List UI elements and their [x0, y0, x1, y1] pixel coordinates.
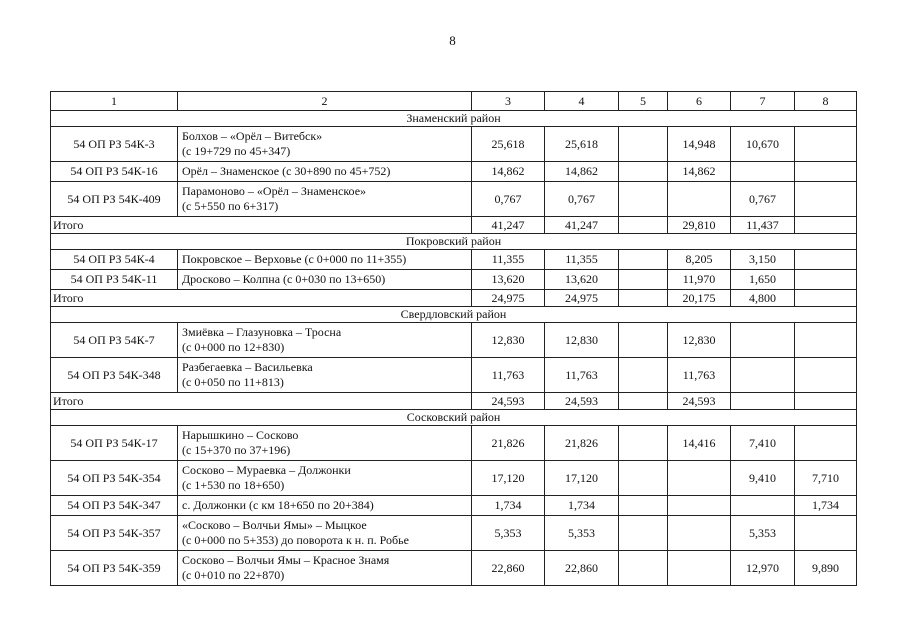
value-c8 — [795, 182, 857, 217]
value-c5 — [619, 162, 668, 182]
road-name-line: (с 19+729 по 45+347) — [182, 144, 291, 158]
total-label: Итого — [51, 290, 472, 307]
road-code: 54 ОП РЗ 54К-359 — [51, 551, 178, 586]
value-c3: 21,826 — [472, 426, 545, 461]
road-name-line: (с 0+050 по 11+813) — [182, 375, 284, 389]
value-c6: 11,763 — [668, 358, 731, 393]
road-name — [178, 162, 472, 182]
value-c7 — [731, 323, 795, 358]
value-c7: 7,410 — [731, 426, 795, 461]
value-c6: 11,970 — [668, 270, 731, 290]
district-row — [51, 307, 857, 323]
value-c8 — [795, 127, 857, 162]
header-row — [51, 92, 857, 111]
value-c3: 14,862 — [472, 162, 545, 182]
value-c4: 0,767 — [545, 182, 619, 217]
value-c8: 1,734 — [795, 496, 857, 516]
table-row — [51, 323, 857, 358]
value-c8 — [795, 250, 857, 270]
value-c5 — [619, 182, 668, 217]
total-c7: 11,437 — [731, 217, 795, 234]
road-code: 54 ОП РЗ 54К-7 — [51, 323, 178, 358]
road-code: 54 ОП РЗ 54К-409 — [51, 182, 178, 217]
value-c3: 25,618 — [472, 127, 545, 162]
road-name — [178, 127, 472, 162]
value-c7: 5,353 — [731, 516, 795, 551]
value-c3: 17,120 — [472, 461, 545, 496]
district-name: Покровский район — [51, 234, 857, 250]
value-c6: 14,948 — [668, 127, 731, 162]
road-name — [178, 270, 472, 290]
road-name-line: Орёл – Знаменское (с 30+890 по 45+752) — [182, 164, 391, 178]
value-c4: 14,862 — [545, 162, 619, 182]
value-c4: 1,734 — [545, 496, 619, 516]
value-c4: 5,353 — [545, 516, 619, 551]
value-c7 — [731, 162, 795, 182]
roads-table — [50, 91, 857, 586]
value-c7: 1,650 — [731, 270, 795, 290]
value-c3: 22,860 — [472, 551, 545, 586]
value-c8: 9,890 — [795, 551, 857, 586]
table-row — [51, 426, 857, 461]
road-name-line: (с 5+550 по 6+317) — [182, 199, 279, 213]
value-c5 — [619, 496, 668, 516]
value-c3: 11,763 — [472, 358, 545, 393]
value-c4: 17,120 — [545, 461, 619, 496]
district-row — [51, 410, 857, 426]
road-name-line: Змиёвка – Глазуновка – Тросна — [182, 325, 342, 339]
column-header: 3 — [472, 92, 545, 111]
value-c4: 22,860 — [545, 551, 619, 586]
value-c5 — [619, 551, 668, 586]
road-code: 54 ОП РЗ 54К-3 — [51, 127, 178, 162]
road-name-line: (с 0+000 по 12+830) — [182, 340, 285, 354]
column-header: 8 — [795, 92, 857, 111]
road-code: 54 ОП РЗ 54К-11 — [51, 270, 178, 290]
value-c4: 21,826 — [545, 426, 619, 461]
column-header: 5 — [619, 92, 668, 111]
table-body — [51, 92, 857, 586]
total-c8 — [795, 393, 857, 410]
road-code: 54 ОП РЗ 54К-16 — [51, 162, 178, 182]
value-c8 — [795, 426, 857, 461]
total-c4: 24,593 — [545, 393, 619, 410]
value-c6 — [668, 496, 731, 516]
column-header: 4 — [545, 92, 619, 111]
total-c6: 29,810 — [668, 217, 731, 234]
road-name-line: (с 15+370 по 37+196) — [182, 443, 291, 457]
total-c8 — [795, 217, 857, 234]
value-c3: 13,620 — [472, 270, 545, 290]
value-c6: 14,416 — [668, 426, 731, 461]
total-c5 — [619, 290, 668, 307]
value-c8 — [795, 270, 857, 290]
value-c8 — [795, 323, 857, 358]
value-c5 — [619, 323, 668, 358]
table-row — [51, 182, 857, 217]
total-row — [51, 217, 857, 234]
value-c3: 1,734 — [472, 496, 545, 516]
total-c5 — [619, 217, 668, 234]
road-code: 54 ОП РЗ 54К-4 — [51, 250, 178, 270]
value-c4: 13,620 — [545, 270, 619, 290]
table-row — [51, 162, 857, 182]
value-c7: 10,670 — [731, 127, 795, 162]
road-name — [178, 426, 472, 461]
road-name — [178, 496, 472, 516]
road-name-line: Нарышкино – Сосково — [182, 428, 299, 442]
table-row — [51, 496, 857, 516]
value-c4: 25,618 — [545, 127, 619, 162]
table-row — [51, 461, 857, 496]
value-c7: 9,410 — [731, 461, 795, 496]
district-row — [51, 234, 857, 250]
column-header: 2 — [178, 92, 472, 111]
value-c5 — [619, 250, 668, 270]
value-c7 — [731, 358, 795, 393]
value-c8: 7,710 — [795, 461, 857, 496]
value-c4: 11,355 — [545, 250, 619, 270]
value-c7: 0,767 — [731, 182, 795, 217]
road-code: 54 ОП РЗ 54К-347 — [51, 496, 178, 516]
total-c3: 24,975 — [472, 290, 545, 307]
value-c7: 3,150 — [731, 250, 795, 270]
value-c3: 12,830 — [472, 323, 545, 358]
road-name-line: (с 0+000 по 5+353) до поворота к н. п. Робье — [182, 533, 409, 547]
table-row — [51, 250, 857, 270]
total-c6: 24,593 — [668, 393, 731, 410]
road-name — [178, 323, 472, 358]
road-name-line: Разбегаевка – Васильевка — [182, 360, 313, 374]
total-c4: 24,975 — [545, 290, 619, 307]
total-c5 — [619, 393, 668, 410]
table-row — [51, 516, 857, 551]
road-name-line: (с 0+010 по 22+870) — [182, 568, 285, 582]
value-c5 — [619, 516, 668, 551]
column-header: 6 — [668, 92, 731, 111]
value-c5 — [619, 426, 668, 461]
value-c6 — [668, 551, 731, 586]
value-c7 — [731, 496, 795, 516]
page-number: 8 — [449, 33, 456, 48]
value-c6 — [668, 461, 731, 496]
road-code: 54 ОП РЗ 54К-354 — [51, 461, 178, 496]
value-c4: 12,830 — [545, 323, 619, 358]
road-name-line: Парамоново – «Орёл – Знаменское» — [182, 184, 367, 198]
road-name — [178, 461, 472, 496]
value-c8 — [795, 516, 857, 551]
total-c7 — [731, 393, 795, 410]
value-c6 — [668, 182, 731, 217]
total-c7: 4,800 — [731, 290, 795, 307]
district-name: Сосковский район — [51, 410, 857, 426]
value-c8 — [795, 162, 857, 182]
road-name-line: «Сосково – Волчьи Ямы» – Мыцкое — [182, 518, 367, 532]
road-name-line: Дросково – Колпна (с 0+030 по 13+650) — [182, 272, 386, 286]
value-c6 — [668, 516, 731, 551]
column-header: 7 — [731, 92, 795, 111]
value-c3: 0,767 — [472, 182, 545, 217]
value-c5 — [619, 127, 668, 162]
road-name-line: Сосково – Мураевка – Должонки — [182, 463, 351, 477]
road-name — [178, 516, 472, 551]
value-c6: 14,862 — [668, 162, 731, 182]
total-c3: 24,593 — [472, 393, 545, 410]
column-header: 1 — [51, 92, 178, 111]
road-name — [178, 250, 472, 270]
value-c6: 8,205 — [668, 250, 731, 270]
table-row — [51, 270, 857, 290]
value-c5 — [619, 270, 668, 290]
value-c7: 12,970 — [731, 551, 795, 586]
value-c3: 5,353 — [472, 516, 545, 551]
value-c6: 12,830 — [668, 323, 731, 358]
road-code: 54 ОП РЗ 54К-17 — [51, 426, 178, 461]
total-row — [51, 290, 857, 307]
value-c5 — [619, 358, 668, 393]
total-c3: 41,247 — [472, 217, 545, 234]
road-code: 54 ОП РЗ 54К-357 — [51, 516, 178, 551]
table-row — [51, 358, 857, 393]
road-name — [178, 358, 472, 393]
road-name-line: Покровское – Верховье (с 0+000 по 11+355) — [182, 252, 407, 266]
road-name-line: Болхов – «Орёл – Витебск» — [182, 129, 323, 143]
value-c5 — [619, 461, 668, 496]
table-row — [51, 551, 857, 586]
total-row — [51, 393, 857, 410]
district-name: Знаменский район — [51, 111, 857, 127]
road-code: 54 ОП РЗ 54К-348 — [51, 358, 178, 393]
value-c3: 11,355 — [472, 250, 545, 270]
value-c8 — [795, 358, 857, 393]
road-name-line: с. Должонки (с км 18+650 по 20+384) — [182, 498, 374, 512]
district-name: Свердловский район — [51, 307, 857, 323]
table-row — [51, 127, 857, 162]
total-c6: 20,175 — [668, 290, 731, 307]
value-c4: 11,763 — [545, 358, 619, 393]
road-name — [178, 551, 472, 586]
road-name — [178, 182, 472, 217]
total-c8 — [795, 290, 857, 307]
total-label: Итого — [51, 217, 472, 234]
district-row — [51, 111, 857, 127]
road-name-line: (с 1+530 по 18+650) — [182, 478, 285, 492]
total-label: Итого — [51, 393, 472, 410]
total-c4: 41,247 — [545, 217, 619, 234]
road-name-line: Сосково – Волчьи Ямы – Красное Знамя — [182, 553, 390, 567]
